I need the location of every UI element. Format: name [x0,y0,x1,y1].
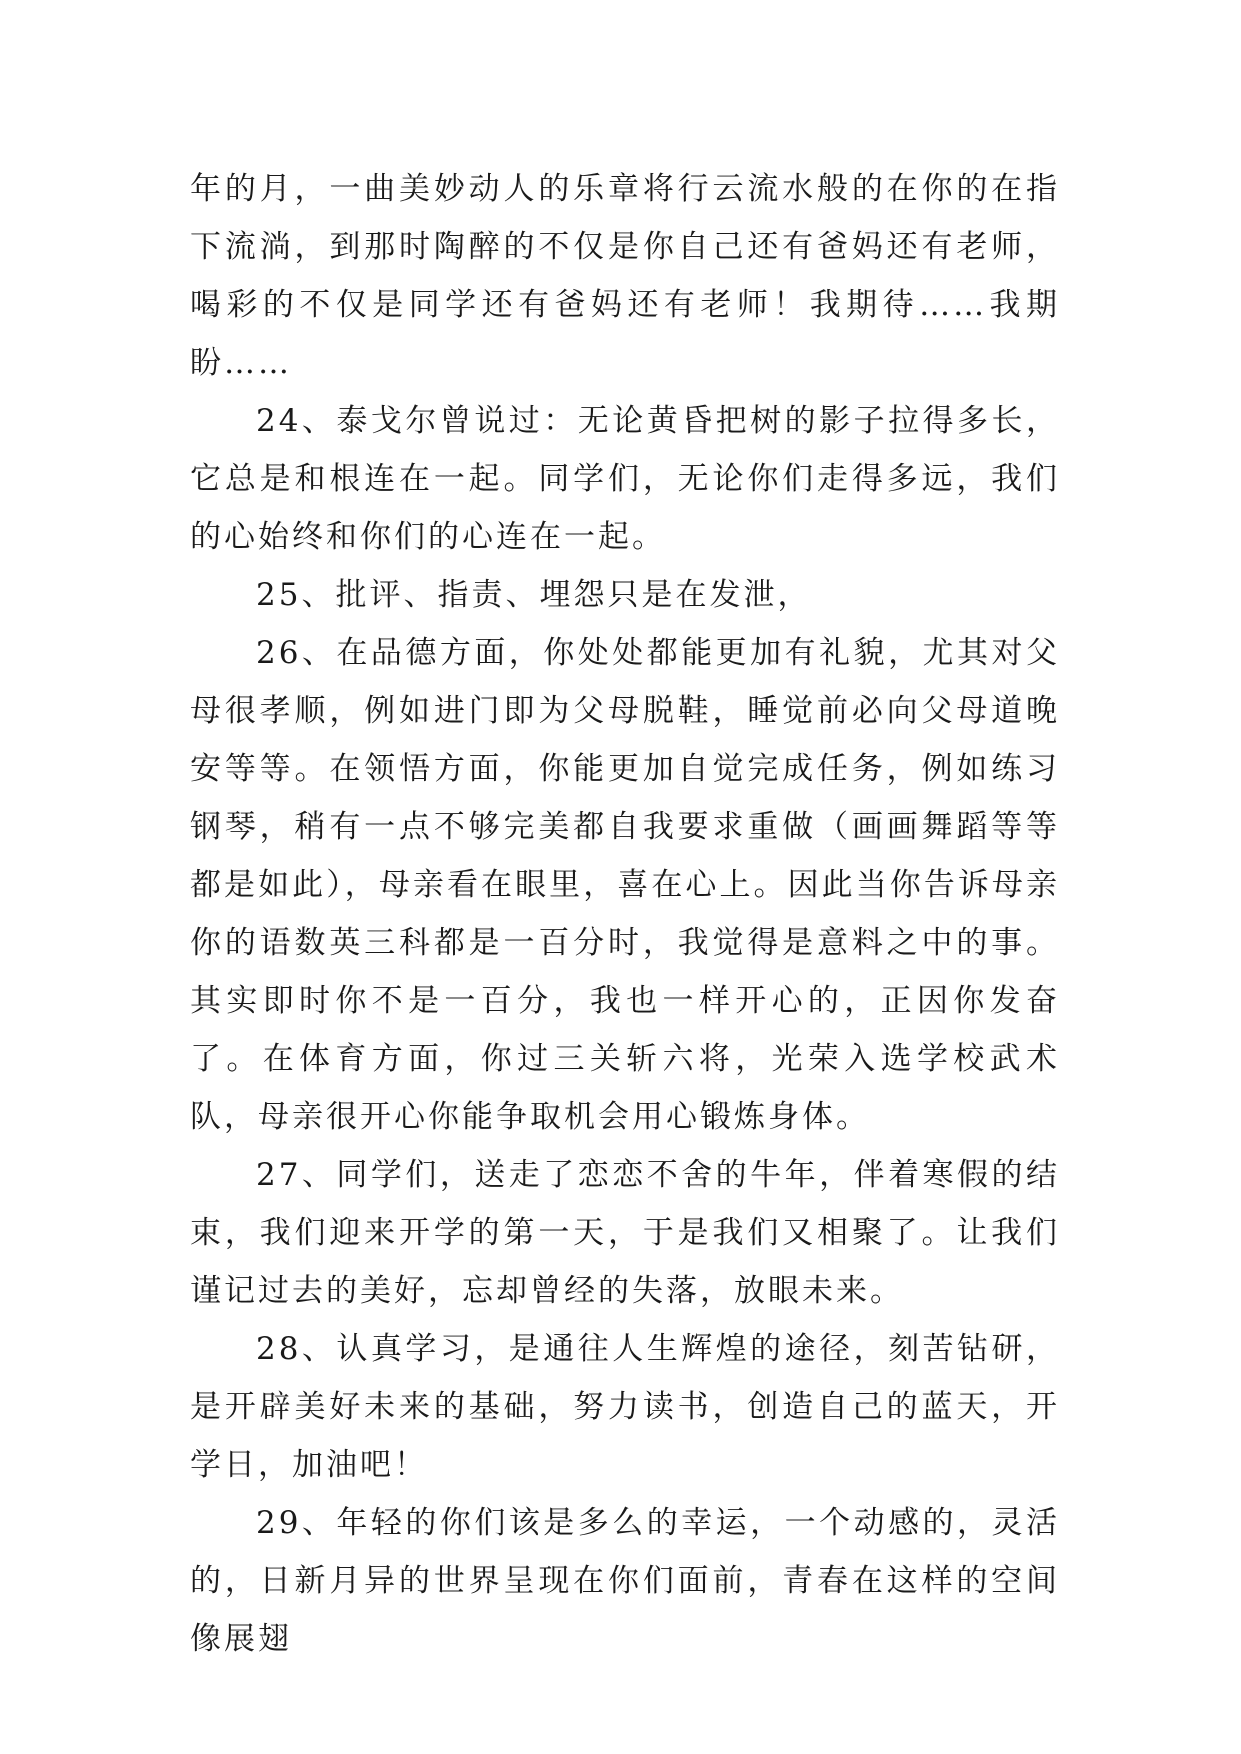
paragraph-25: 25、批评、指责、埋怨只是在发泄， [256,577,812,613]
paragraph-29: 29、年轻的你们该是多么的幸运，一个动感的，灵活的，日新月异的世界呈现在你们面前，青春在这样的空间像展翅 [190,1505,1060,1657]
paragraph-26: 26、在品德方面，你处处都能更加有礼貌，尤其对父母很孝顺，例如进门即为父母脱鞋，睡觉前必向父母道晚安等等。在领悟方面，你能更加自觉完成任务，例如练习钢琴，稍有一点不够完美都自我要求重做（画画舞蹈等等都是如此），母亲看在眼里，喜在心上。因此当你告诉母亲你的语数英三科都是一百分时，我觉得是意料之中的事。其实即时你不是一百分，我也一样开心的，正因你发奋了。在体育方面，你过三关斩六将，光荣入选学校武术队，母亲很开心你能争取机会用心锻炼身体。 [190,635,1060,1135]
paragraph-27: 27、同学们，送走了恋恋不舍的牛年，伴着寒假的结束，我们迎来开学的第一天，于是我们又相聚了。让我们谨记过去的美好，忘却曾经的失落，放眼未来。 [190,1157,1060,1309]
paragraph-28: 28、认真学习，是通往人生辉煌的途径，刻苦钻研，是开辟美好未来的基础，努力读书，创造自己的蓝天，开学日，加油吧！ [190,1331,1060,1483]
document-body [190,160,1060,1668]
paragraph-24: 24、泰戈尔曾说过：无论黄昏把树的影子拉得多长，它总是和根连在一起。同学们，无论你们走得多远，我们的心始终和你们的心连在一起。 [190,403,1060,555]
paragraph-continuation: 年的月，一曲美妙动人的乐章将行云流水般的在你的在指下流淌，到那时陶醉的不仅是你自己还有爸妈还有老师，喝彩的不仅是同学还有爸妈还有老师！我期待……我期盼…… [190,171,1060,381]
